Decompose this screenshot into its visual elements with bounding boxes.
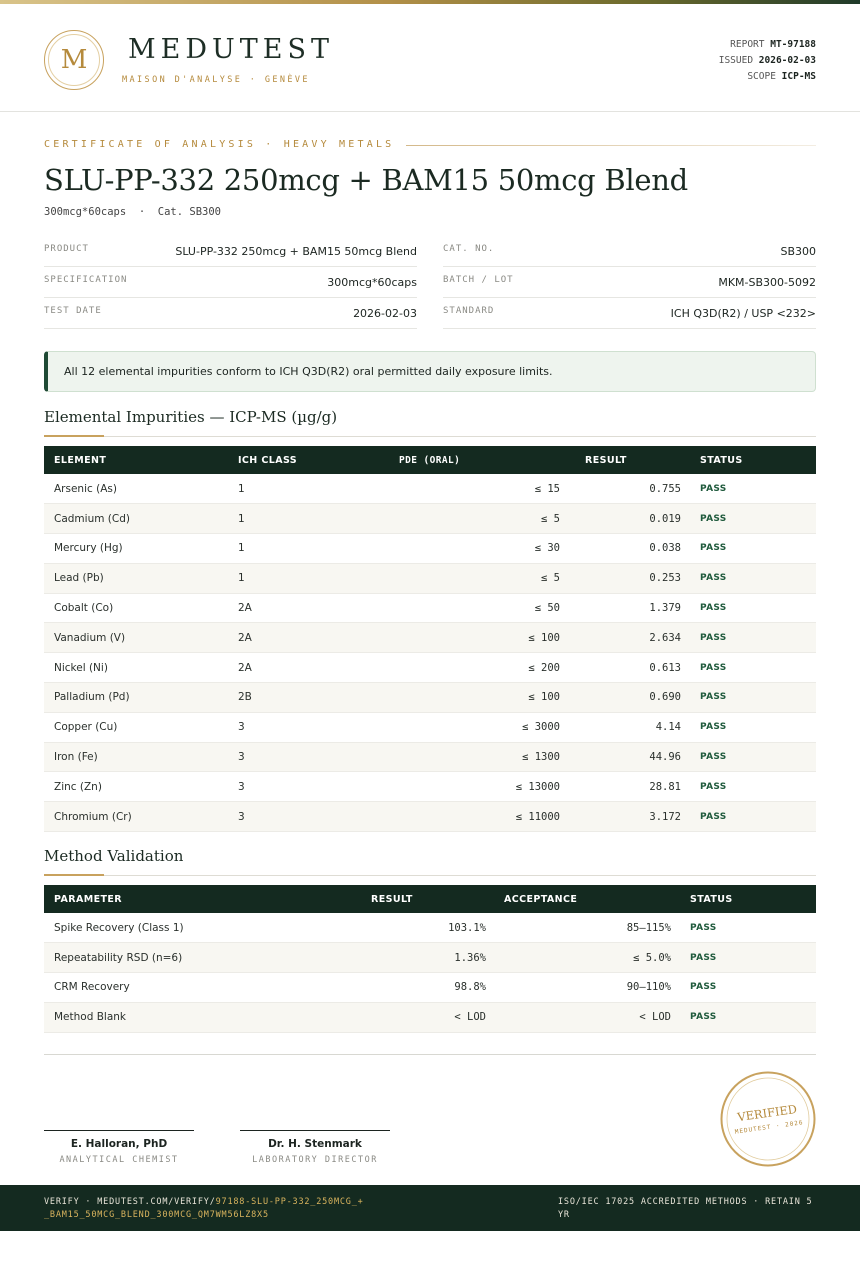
element-cell: Cadmium (Cd) xyxy=(44,504,238,534)
verify-prefix: VERIFY · MEDUTEST.COM/VERIFY/ xyxy=(44,1197,216,1207)
result-cell: 0.253 xyxy=(560,563,681,593)
accreditation-text: ISO/IEC 17025 ACCREDITED METHODS · RETAIN 5 YR xyxy=(558,1197,813,1220)
info-key: BATCH / LOT xyxy=(443,275,514,285)
ich-class-cell: 1 xyxy=(238,563,350,593)
acceptance-cell: 90–110% xyxy=(486,973,671,1003)
result-cell: 98.8% xyxy=(350,973,486,1003)
brand-logo xyxy=(44,30,104,90)
result-cell: 0.755 xyxy=(560,474,681,504)
pde-cell: ≤ 13000 xyxy=(350,772,560,802)
logo-monogram: M xyxy=(48,34,100,86)
report-header xyxy=(0,4,860,112)
column-header: RESULT xyxy=(560,446,681,474)
impurities-section-title: Elemental Impurities — ICP-MS (µg/g) xyxy=(44,408,338,426)
signature-block-chemist xyxy=(44,1130,194,1165)
validation-table xyxy=(44,885,816,1033)
info-row-cat-no xyxy=(443,236,816,267)
scope-value: ICP-MS xyxy=(781,71,816,82)
report-number: MT-97188 xyxy=(770,39,816,50)
acceptance-cell: 85–115% xyxy=(486,913,671,943)
column-header: PARAMETER xyxy=(44,885,350,913)
conformance-notice: All 12 elemental impurities conform to ICH Q3D(R2) oral permitted daily exposure limits. xyxy=(44,351,816,392)
signature-block-director xyxy=(240,1130,390,1165)
ich-class-cell: 3 xyxy=(238,772,350,802)
info-key: STANDARD xyxy=(443,306,495,316)
certificate-label: CERTIFICATE OF ANALYSIS · HEAVY METALS xyxy=(44,139,395,150)
result-cell: 1.36% xyxy=(350,943,486,973)
column-header: ICH CLASS xyxy=(238,446,350,474)
status-cell: PASS xyxy=(681,623,816,653)
info-value: 2026-02-03 xyxy=(353,306,417,320)
ich-class-cell: 1 xyxy=(238,504,350,534)
section-accent xyxy=(44,435,104,437)
ich-class-cell: 3 xyxy=(238,712,350,742)
ich-class-cell: 2A xyxy=(238,653,350,683)
info-grid-right xyxy=(443,236,816,329)
table-row xyxy=(44,474,816,504)
pde-cell: ≤ 3000 xyxy=(350,712,560,742)
status-cell: PASS xyxy=(681,563,816,593)
verify-link[interactable]: 97188-SLU-PP-332_250MCG_+_BAM15_50MCG_BLEND_300MCG_QM7WM56LZ8X5 xyxy=(44,1197,364,1220)
column-header: ACCEPTANCE xyxy=(486,885,671,913)
element-cell: Chromium (Cr) xyxy=(44,802,238,832)
parameter-cell: Method Blank xyxy=(44,1002,350,1032)
signatory-name: Dr. H. Stenmark xyxy=(268,1138,362,1150)
result-cell: 44.96 xyxy=(560,742,681,772)
brand-name: MEDUTEST xyxy=(128,34,334,65)
status-cell: PASS xyxy=(671,913,816,943)
info-key: PRODUCT xyxy=(44,244,89,254)
pde-cell: ≤ 11000 xyxy=(350,802,560,832)
element-cell: Zinc (Zn) xyxy=(44,772,238,802)
report-meta xyxy=(719,37,816,85)
column-header: PDE (ORAL) xyxy=(350,446,560,474)
acceptance-cell: ≤ 5.0% xyxy=(486,943,671,973)
parameter-cell: CRM Recovery xyxy=(44,973,350,1003)
info-value: SB300 xyxy=(780,244,816,258)
status-cell: PASS xyxy=(681,802,816,832)
table-row xyxy=(44,973,816,1003)
status-cell: PASS xyxy=(681,534,816,564)
element-cell: Mercury (Hg) xyxy=(44,534,238,564)
pde-cell: ≤ 15 xyxy=(350,474,560,504)
pde-cell: ≤ 200 xyxy=(350,653,560,683)
table-header-row xyxy=(44,446,816,474)
result-cell: 4.14 xyxy=(560,712,681,742)
element-cell: Copper (Cu) xyxy=(44,712,238,742)
status-cell: PASS xyxy=(671,1002,816,1032)
result-cell: 0.038 xyxy=(560,534,681,564)
info-row-standard xyxy=(443,298,816,329)
result-cell: < LOD xyxy=(350,1002,486,1032)
info-key: SPECIFICATION xyxy=(44,275,128,285)
signatory-role: LABORATORY DIRECTOR xyxy=(252,1155,378,1165)
status-cell: PASS xyxy=(671,973,816,1003)
result-cell: 2.634 xyxy=(560,623,681,653)
info-row-batch xyxy=(443,267,816,298)
element-cell: Cobalt (Co) xyxy=(44,593,238,623)
pde-cell: ≤ 1300 xyxy=(350,742,560,772)
signatory-role: ANALYTICAL CHEMIST xyxy=(59,1155,179,1165)
seal-text: VERIFIED xyxy=(736,1101,798,1125)
pde-cell: ≤ 5 xyxy=(350,563,560,593)
issued-date: 2026-02-03 xyxy=(758,55,816,66)
pde-cell: ≤ 5 xyxy=(350,504,560,534)
verify-text xyxy=(44,1196,364,1222)
pde-cell: ≤ 100 xyxy=(350,623,560,653)
column-header: ELEMENT xyxy=(44,446,238,474)
section-divider xyxy=(44,875,816,876)
issued-label: ISSUED xyxy=(718,55,754,66)
result-cell: 0.613 xyxy=(560,653,681,683)
element-cell: Iron (Fe) xyxy=(44,742,238,772)
pde-cell: ≤ 30 xyxy=(350,534,560,564)
product-subtitle: 300mcg*60caps · Cat. SB300 xyxy=(44,206,222,218)
pde-cell: ≤ 100 xyxy=(350,683,560,713)
table-row xyxy=(44,534,816,564)
table-row xyxy=(44,712,816,742)
info-row-product xyxy=(44,236,417,267)
info-key: TEST DATE xyxy=(44,306,102,316)
status-cell: PASS xyxy=(681,742,816,772)
table-row xyxy=(44,593,816,623)
ich-class-cell: 2A xyxy=(238,623,350,653)
element-cell: Vanadium (V) xyxy=(44,623,238,653)
verified-seal xyxy=(720,1071,816,1167)
status-cell: PASS xyxy=(681,683,816,713)
table-row xyxy=(44,913,816,943)
result-cell: 28.81 xyxy=(560,772,681,802)
impurities-table xyxy=(44,446,816,832)
status-cell: PASS xyxy=(681,653,816,683)
column-header: STATUS xyxy=(681,446,816,474)
ich-class-cell: 3 xyxy=(238,742,350,772)
product-title: SLU-PP-332 250mcg + BAM15 50mcg Blend xyxy=(44,163,688,197)
status-cell: PASS xyxy=(681,712,816,742)
info-row-specification xyxy=(44,267,417,298)
info-value: MKM-SB300-5092 xyxy=(718,275,816,289)
section-accent xyxy=(44,874,104,876)
acceptance-cell: < LOD xyxy=(486,1002,671,1032)
table-row xyxy=(44,504,816,534)
column-header: RESULT xyxy=(350,885,486,913)
parameter-cell: Repeatability RSD (n=6) xyxy=(44,943,350,973)
table-row xyxy=(44,653,816,683)
status-cell: PASS xyxy=(681,593,816,623)
result-cell: 0.690 xyxy=(560,683,681,713)
element-cell: Lead (Pb) xyxy=(44,563,238,593)
result-cell: 103.1% xyxy=(350,913,486,943)
ich-class-cell: 1 xyxy=(238,474,350,504)
ich-class-cell: 1 xyxy=(238,534,350,564)
table-row xyxy=(44,802,816,832)
status-cell: PASS xyxy=(681,772,816,802)
signatory-name: E. Halloran, PhD xyxy=(70,1138,168,1150)
signature-divider xyxy=(44,1054,816,1055)
table-row xyxy=(44,772,816,802)
report-label: REPORT xyxy=(730,39,765,50)
info-grid-left xyxy=(44,236,417,329)
status-cell: PASS xyxy=(681,474,816,504)
table-row xyxy=(44,683,816,713)
info-key: CAT. NO. xyxy=(443,244,495,254)
status-cell: PASS xyxy=(681,504,816,534)
seal-subtext: MEDUTEST · 2026 xyxy=(734,1119,804,1136)
result-cell: 3.172 xyxy=(560,802,681,832)
pde-cell: ≤ 50 xyxy=(350,593,560,623)
parameter-cell: Spike Recovery (Class 1) xyxy=(44,913,350,943)
table-row xyxy=(44,943,816,973)
table-row xyxy=(44,563,816,593)
scope-label: SCOPE xyxy=(747,71,776,82)
ich-class-cell: 2B xyxy=(238,683,350,713)
result-cell: 0.019 xyxy=(560,504,681,534)
info-value: ICH Q3D(R2) / USP <232> xyxy=(670,306,816,320)
validation-section-title: Method Validation xyxy=(44,847,184,865)
element-cell: Palladium (Pd) xyxy=(44,683,238,713)
result-cell: 1.379 xyxy=(560,593,681,623)
brand-tagline: MAISON D'ANALYSE · GENÈVE xyxy=(122,75,310,85)
status-cell: PASS xyxy=(671,943,816,973)
table-header-row xyxy=(44,885,816,913)
table-row xyxy=(44,742,816,772)
element-cell: Arsenic (As) xyxy=(44,474,238,504)
element-cell: Nickel (Ni) xyxy=(44,653,238,683)
ich-class-cell: 3 xyxy=(238,802,350,832)
table-row xyxy=(44,1002,816,1032)
info-value: 300mcg*60caps xyxy=(327,275,417,289)
info-row-test-date xyxy=(44,298,417,329)
certificate-divider xyxy=(406,145,816,146)
info-value: SLU-PP-332 250mcg + BAM15 50mcg Blend xyxy=(175,244,417,258)
column-header: STATUS xyxy=(671,885,816,913)
ich-class-cell: 2A xyxy=(238,593,350,623)
section-divider xyxy=(44,436,816,437)
table-row xyxy=(44,623,816,653)
